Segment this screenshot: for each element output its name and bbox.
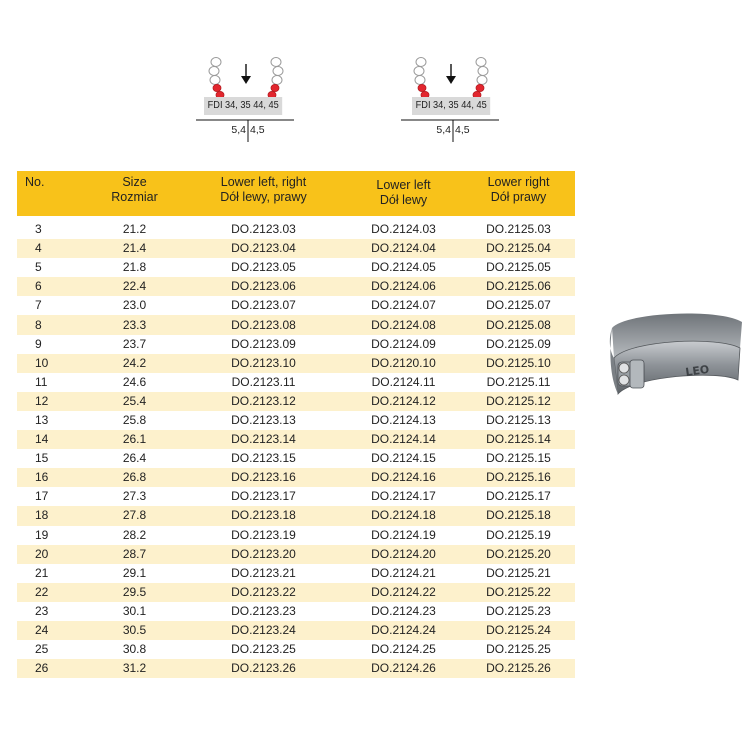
table-row [17, 258, 575, 277]
cell-rr: DO.2125.07 [486, 298, 551, 313]
cell-size: 28.2 [122, 527, 147, 542]
cell-no: 23 [35, 603, 49, 618]
cell-ll: DO.2124.16 [371, 470, 436, 485]
table-row [17, 602, 575, 621]
table-row [17, 449, 575, 468]
table-row [17, 564, 575, 583]
header-size: Size Rozmiar [111, 175, 158, 204]
cell-lr: DO.2123.14 [231, 432, 296, 447]
cell-no: 26 [35, 661, 49, 676]
cell-ll: DO.2124.21 [371, 565, 436, 580]
cell-lr: DO.2123.13 [231, 412, 296, 427]
cell-ll: DO.2124.09 [371, 336, 436, 351]
cell-size: 26.8 [122, 470, 147, 485]
cell-rr: DO.2125.09 [486, 336, 551, 351]
cell-size: 23.3 [122, 317, 147, 332]
table-row [17, 335, 575, 354]
cell-rr: DO.2125.21 [486, 565, 551, 580]
table-row [17, 640, 575, 659]
cell-size: 29.1 [122, 565, 147, 580]
cell-rr: DO.2125.04 [486, 241, 551, 256]
cell-no: 24 [35, 623, 49, 638]
cell-ll: DO.2124.13 [371, 412, 436, 427]
table-row [17, 411, 575, 430]
cell-lr: DO.2123.20 [231, 546, 296, 561]
cell-lr: DO.2123.12 [231, 393, 296, 408]
cell-no: 8 [35, 317, 42, 332]
cell-size: 23.7 [122, 336, 147, 351]
cell-rr: DO.2125.25 [486, 642, 551, 657]
table-row [17, 621, 575, 640]
cell-ll: DO.2124.05 [371, 260, 436, 275]
cell-lr: DO.2123.18 [231, 508, 296, 523]
cell-rr: DO.2125.19 [486, 527, 551, 542]
cell-rr: DO.2125.26 [486, 661, 551, 676]
cell-lr: DO.2123.03 [231, 222, 296, 237]
cell-lr: DO.2123.17 [231, 489, 296, 504]
cell-lr: DO.2123.09 [231, 336, 296, 351]
table-row [17, 659, 575, 678]
cell-size: 22.4 [122, 279, 147, 294]
tick-label-left: 5,4 [436, 124, 451, 136]
cell-rr: DO.2125.14 [486, 432, 551, 447]
band-logo-text: LEO [684, 362, 711, 379]
tick-label-right: 4,5 [250, 124, 265, 136]
cell-lr: DO.2123.16 [231, 470, 296, 485]
cell-rr: DO.2125.12 [486, 393, 551, 408]
header-lower-right: Lower right Dół prawy [487, 175, 550, 204]
cell-no: 11 [35, 374, 48, 389]
cell-rr: DO.2125.08 [486, 317, 551, 332]
cell-size: 30.5 [122, 623, 147, 638]
cell-size: 26.1 [122, 432, 147, 447]
cell-rr: DO.2125.17 [486, 489, 551, 504]
cell-no: 18 [35, 508, 49, 523]
cell-ll: DO.2124.19 [371, 527, 436, 542]
cell-size: 21.4 [122, 241, 147, 256]
table-row [17, 583, 575, 602]
table-header-row [17, 171, 575, 216]
cell-lr: DO.2123.21 [231, 565, 296, 580]
cell-lr: DO.2123.24 [231, 623, 296, 638]
cell-no: 12 [35, 393, 49, 408]
cell-rr: DO.2125.23 [486, 603, 551, 618]
cell-no: 17 [35, 489, 49, 504]
cell-no: 21 [35, 565, 49, 580]
cell-ll: DO.2124.14 [371, 432, 436, 447]
cell-no: 25 [35, 642, 49, 657]
cell-ll: DO.2124.22 [371, 584, 436, 599]
table-row [17, 545, 575, 564]
table-row [17, 239, 575, 258]
cell-rr: DO.2125.15 [486, 451, 551, 466]
cell-size: 24.6 [122, 374, 147, 389]
cell-size: 25.8 [122, 412, 147, 427]
cell-ll: DO.2124.03 [371, 222, 436, 237]
cell-ll: DO.2124.24 [371, 623, 436, 638]
cell-ll: DO.2124.20 [371, 546, 436, 561]
cell-no: 10 [35, 355, 49, 370]
cell-no: 16 [35, 470, 49, 485]
tick-label-right: 4,5 [455, 124, 470, 136]
cell-rr: DO.2125.13 [486, 412, 551, 427]
cell-rr: DO.2125.05 [486, 260, 551, 275]
cell-no: 22 [35, 584, 49, 599]
cell-size: 29.5 [122, 584, 147, 599]
table-row [17, 296, 575, 315]
cell-size: 21.2 [122, 222, 147, 237]
cell-lr: DO.2123.08 [231, 317, 296, 332]
cell-rr: DO.2125.18 [486, 508, 551, 523]
table-row [17, 277, 575, 296]
cell-lr: DO.2123.25 [231, 642, 296, 657]
cell-size: 24.2 [122, 355, 147, 370]
cell-lr: DO.2123.23 [231, 603, 296, 618]
cell-no: 7 [35, 298, 42, 313]
header-lower-left-right: Lower left, right Dół lewy, prawy [220, 175, 307, 204]
cell-size: 25.4 [122, 393, 147, 408]
cell-size: 31.2 [122, 661, 147, 676]
cell-size: 30.8 [122, 642, 147, 657]
cell-lr: DO.2123.05 [231, 260, 296, 275]
cell-ll: DO.2124.23 [371, 603, 436, 618]
fdi-label: FDI 34, 35 44, 45 [412, 97, 490, 115]
cell-no: 6 [35, 279, 42, 294]
cell-ll: DO.2120.10 [371, 355, 436, 370]
cell-lr: DO.2123.26 [231, 661, 296, 676]
table-row [17, 392, 575, 411]
cell-ll: DO.2124.26 [371, 661, 436, 676]
cell-rr: DO.2125.24 [486, 623, 551, 638]
cell-lr: DO.2123.06 [231, 279, 296, 294]
cell-no: 19 [35, 527, 49, 542]
cell-no: 20 [35, 546, 49, 561]
table-row [17, 315, 575, 334]
table-row [17, 354, 575, 373]
cell-size: 27.8 [122, 508, 147, 523]
cell-lr: DO.2123.11 [231, 374, 296, 389]
cell-ll: DO.2124.17 [371, 489, 436, 504]
cell-lr: DO.2123.10 [231, 355, 296, 370]
table-row [17, 506, 575, 525]
cell-no: 13 [35, 412, 49, 427]
cell-lr: DO.2123.15 [231, 451, 296, 466]
band-size-table [17, 171, 575, 678]
cell-lr: DO.2123.19 [231, 527, 296, 542]
cell-ll: DO.2124.07 [371, 298, 436, 313]
cell-size: 23.0 [122, 298, 147, 313]
cell-ll: DO.2124.15 [371, 451, 436, 466]
cell-ll: DO.2124.18 [371, 508, 436, 523]
product-image [600, 300, 750, 425]
header-no: No. [25, 175, 45, 189]
table-row [17, 373, 575, 392]
cell-lr: DO.2123.07 [231, 298, 296, 313]
orthodontic-band-icon [600, 300, 750, 420]
cell-size: 21.8 [122, 260, 147, 275]
header-lower-left: Lower left Dół lewy [376, 178, 431, 207]
cell-size: 30.1 [122, 603, 147, 618]
tick-label-left: 5,4 [231, 124, 246, 136]
cell-ll: DO.2124.12 [371, 393, 436, 408]
cell-size: 28.7 [122, 546, 147, 561]
cell-no: 9 [35, 336, 42, 351]
cell-no: 4 [35, 241, 42, 256]
cell-rr: DO.2125.22 [486, 584, 551, 599]
table-row [17, 216, 575, 239]
cell-ll: DO.2124.06 [371, 279, 436, 294]
cell-ll: DO.2124.04 [371, 241, 436, 256]
table-row [17, 430, 575, 449]
table-row [17, 487, 575, 506]
cell-ll: DO.2124.25 [371, 642, 436, 657]
cell-size: 26.4 [122, 451, 147, 466]
cell-no: 3 [35, 222, 42, 237]
cell-rr: DO.2125.10 [486, 355, 551, 370]
cell-no: 15 [35, 451, 49, 466]
cell-rr: DO.2125.16 [486, 470, 551, 485]
cell-lr: DO.2123.22 [231, 584, 296, 599]
cell-rr: DO.2125.06 [486, 279, 551, 294]
cell-rr: DO.2125.03 [486, 222, 551, 237]
fdi-label: FDI 34, 35 44, 45 [204, 97, 282, 115]
cell-no: 14 [35, 432, 49, 447]
cell-rr: DO.2125.11 [486, 374, 551, 389]
cell-size: 27.3 [122, 489, 147, 504]
cell-rr: DO.2125.20 [486, 546, 551, 561]
cell-ll: DO.2124.08 [371, 317, 436, 332]
cell-ll: DO.2124.11 [371, 374, 436, 389]
table-row [17, 526, 575, 545]
table-row [17, 468, 575, 487]
cell-no: 5 [35, 260, 42, 275]
cell-lr: DO.2123.04 [231, 241, 296, 256]
